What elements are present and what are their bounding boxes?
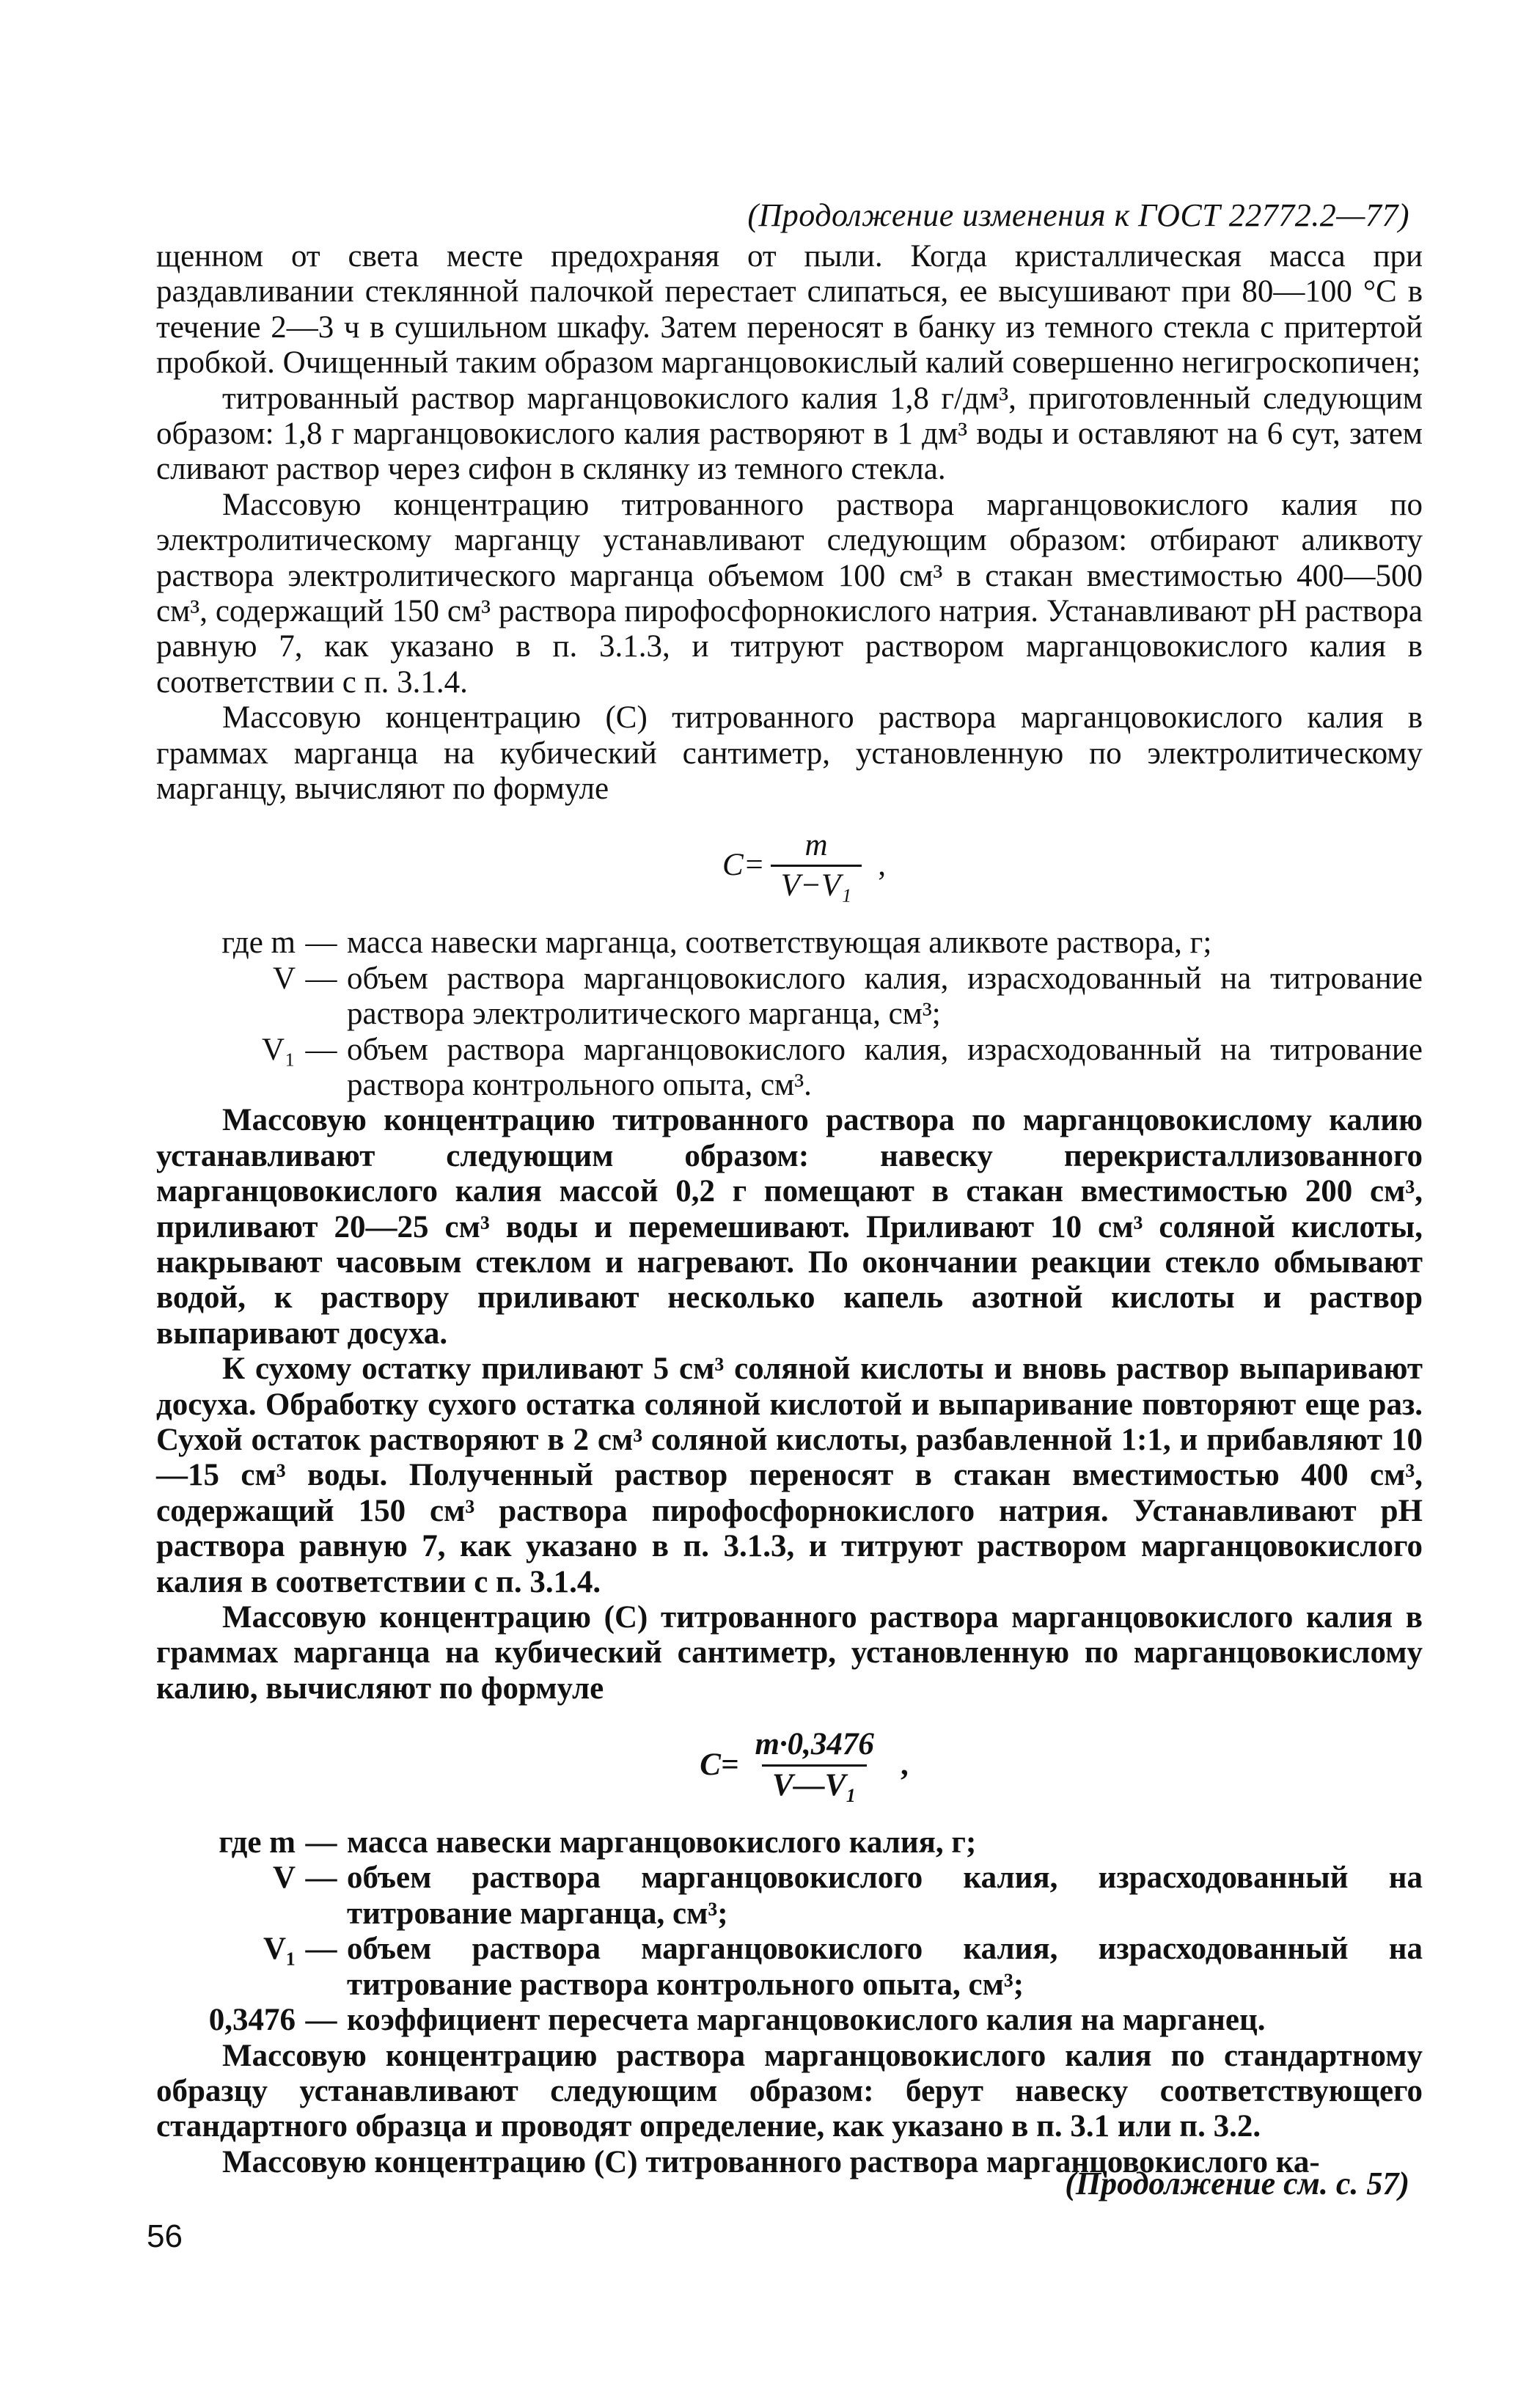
- legend-symbol: V: [272, 961, 296, 996]
- legend-dash: —: [305, 1932, 337, 1967]
- legend-row: [156, 1860, 1423, 1932]
- formula-2-lhs: C=: [700, 1747, 739, 1782]
- legend-description: масса навески марганца, соответствующая аликвоте раствора, г;: [347, 925, 1212, 961]
- continuation-note: (Продолжение см. с. 57): [1065, 2166, 1409, 2201]
- legend-row: [156, 1033, 1423, 1104]
- legend-symbol: V₁: [261, 1032, 296, 1067]
- legend-row: [156, 1825, 1423, 1860]
- legend-description: объем раствора марганцовокислого калия, израсходованный на титрование раствора контрольного опыта, см³;: [347, 1932, 1423, 2002]
- formula-1-lhs: C=: [722, 848, 765, 883]
- legend-2: [156, 1825, 1423, 2038]
- legend-dash: —: [305, 1032, 337, 1067]
- body-text: [156, 239, 1423, 2180]
- formula-2-fraction: [744, 1727, 884, 1803]
- paragraph-7: Массовую концентрацию (С) титрованного раствора марганцовокислого калия в граммах марганца на кубический сантиметр, установленную по марганцовокислому калию, вычисляют по формуле: [156, 1600, 1423, 1706]
- legend-dash: —: [305, 1825, 337, 1860]
- formula-2-comma: ,: [900, 1747, 909, 1782]
- legend-dash: —: [305, 925, 337, 961]
- legend-dash: —: [305, 1860, 337, 1896]
- legend-description: объем раствора марганцовокислого калия, израсходованный на титрование раствора контрольного опыта, см³.: [347, 1032, 1423, 1102]
- legend-symbol: где m: [219, 1825, 296, 1860]
- formula-1-denominator: V−V₁: [771, 865, 862, 903]
- formula-2-denominator: V—V₁: [762, 1764, 867, 1803]
- formula-1-comma: ,: [878, 848, 886, 883]
- paragraph-1: щенном от света месте предохраняя от пыли. Когда кристаллическая масса при раздавливании стеклянной палочкой перестает слипаться, ее высушивают при 80—100 °С в течение 2—3 ч в сушильном шкафу. Затем переносят в банку из темного стекла с притертой пробкой. Очищенный таким образом марганцовокислый калий совершенно негигроскопичен;: [156, 239, 1423, 381]
- formula-1-fraction: [771, 828, 862, 904]
- paragraph-6: К сухому остатку приливают 5 см³ соляной кислоты и вновь раствор выпаривают досуха. Обработку сухого остатка соляной кислотой и выпаривание повторяют еще раз. Сухой остаток растворяют в 2 см³ соляной кислоты, разбавленной 1:1, и прибавляют 10—15 см³ воды. Полученный раствор переносят в стакан вместимостью 400 см³, содержащий 150 см³ раствора пирофосфорнокислого натрия. Устанавливают рН раствора равную 7, как указано в п. 3.1.3, и титруют раствором марганцовокислого калия в соответствии с п. 3.1.4.: [156, 1352, 1423, 1599]
- legend-description: объем раствора марганцовокислого калия, израсходованный на титрование раствора электролитического марганца, см³;: [347, 961, 1423, 1032]
- legend-symbol: V₁: [263, 1932, 296, 1967]
- paragraph-8: Массовую концентрацию раствора марганцовокислого калия по стандартному образцу устанавливают следующим образом: берут навеску соответствующего стандартного образца и проводят определение, как указано в п. 3.1 или п. 3.2.: [156, 2038, 1423, 2144]
- page-number: 56: [147, 2218, 183, 2254]
- page-header: (Продолжение изменения к ГОСТ 22772.2—77): [747, 197, 1409, 233]
- paragraph-3: Массовую концентрацию титрованного раствора марганцовокислого калия по электролитическому марганцу устанавливают следующим образом: отбирают аликвоту раствора электролитического марганца объемом 100 см³ в стакан вместимостью 400—500 см³, содержащий 150 см³ раствора пирофосфорнокислого натрия. Устанавливают рН раствора равную 7, как указано в п. 3.1.3, и титруют раствором марганцовокислого калия в соответствии с п. 3.1.4.: [156, 487, 1423, 700]
- legend-symbol: 0,3476: [208, 2003, 296, 2038]
- formula-1: [156, 828, 1423, 904]
- legend-dash: —: [305, 2003, 337, 2038]
- formula-2: [156, 1727, 1423, 1803]
- legend-row: [156, 1932, 1423, 2003]
- legend-row: [156, 961, 1423, 1033]
- legend-symbol: V: [272, 1860, 296, 1896]
- legend-1: [156, 925, 1423, 1103]
- legend-symbol: где m: [221, 925, 296, 961]
- formula-1-numerator: m: [804, 827, 828, 862]
- formula-2-numerator: m·0,3476: [755, 1727, 874, 1762]
- legend-row: [156, 925, 1423, 961]
- legend-row: [156, 2003, 1423, 2038]
- legend-description: объем раствора марганцовокислого калия, израсходованный на титрование марганца, см³;: [347, 1860, 1423, 1931]
- paragraph-2: титрованный раствор марганцовокислого калия 1,8 г/дм³, приготовленный следующим образом: 1,8 г марганцовокислого калия растворяют в 1 дм³ воды и оставляют на 6 сут, затем сливают раствор через сифон в склянку из темного стекла.: [156, 381, 1423, 487]
- paragraph-5: Массовую концентрацию титрованного раствора по марганцовокислому калию устанавливают следующим образом: навеску перекристаллизованного марганцовокислого калия массой 0,2 г помещают в стакан вместимостью 200 см³, приливают 20—25 см³ воды и перемешивают. Приливают 10 см³ соляной кислоты, накрывают часовым стеклом и нагревают. По окончании реакции стекло обмывают водой, к раствору приливают несколько капель азотной кислоты и раствор выпаривают досуха.: [156, 1103, 1423, 1351]
- paragraph-9: Массовую концентрацию (С) титрованного раствора марганцовокислого ка-: [222, 2144, 1320, 2179]
- paragraph-4: Массовую концентрацию (С) титрованного раствора марганцовокислого калия в граммах марганца на кубический сантиметр, установленную по электролитическому марганцу, вычисляют по формуле: [156, 700, 1423, 807]
- legend-description: масса навески марганцовокислого калия, г;: [347, 1825, 977, 1860]
- legend-description: коэффициент пересчета марганцовокислого калия на марганец.: [347, 2003, 1266, 2038]
- legend-dash: —: [305, 961, 337, 996]
